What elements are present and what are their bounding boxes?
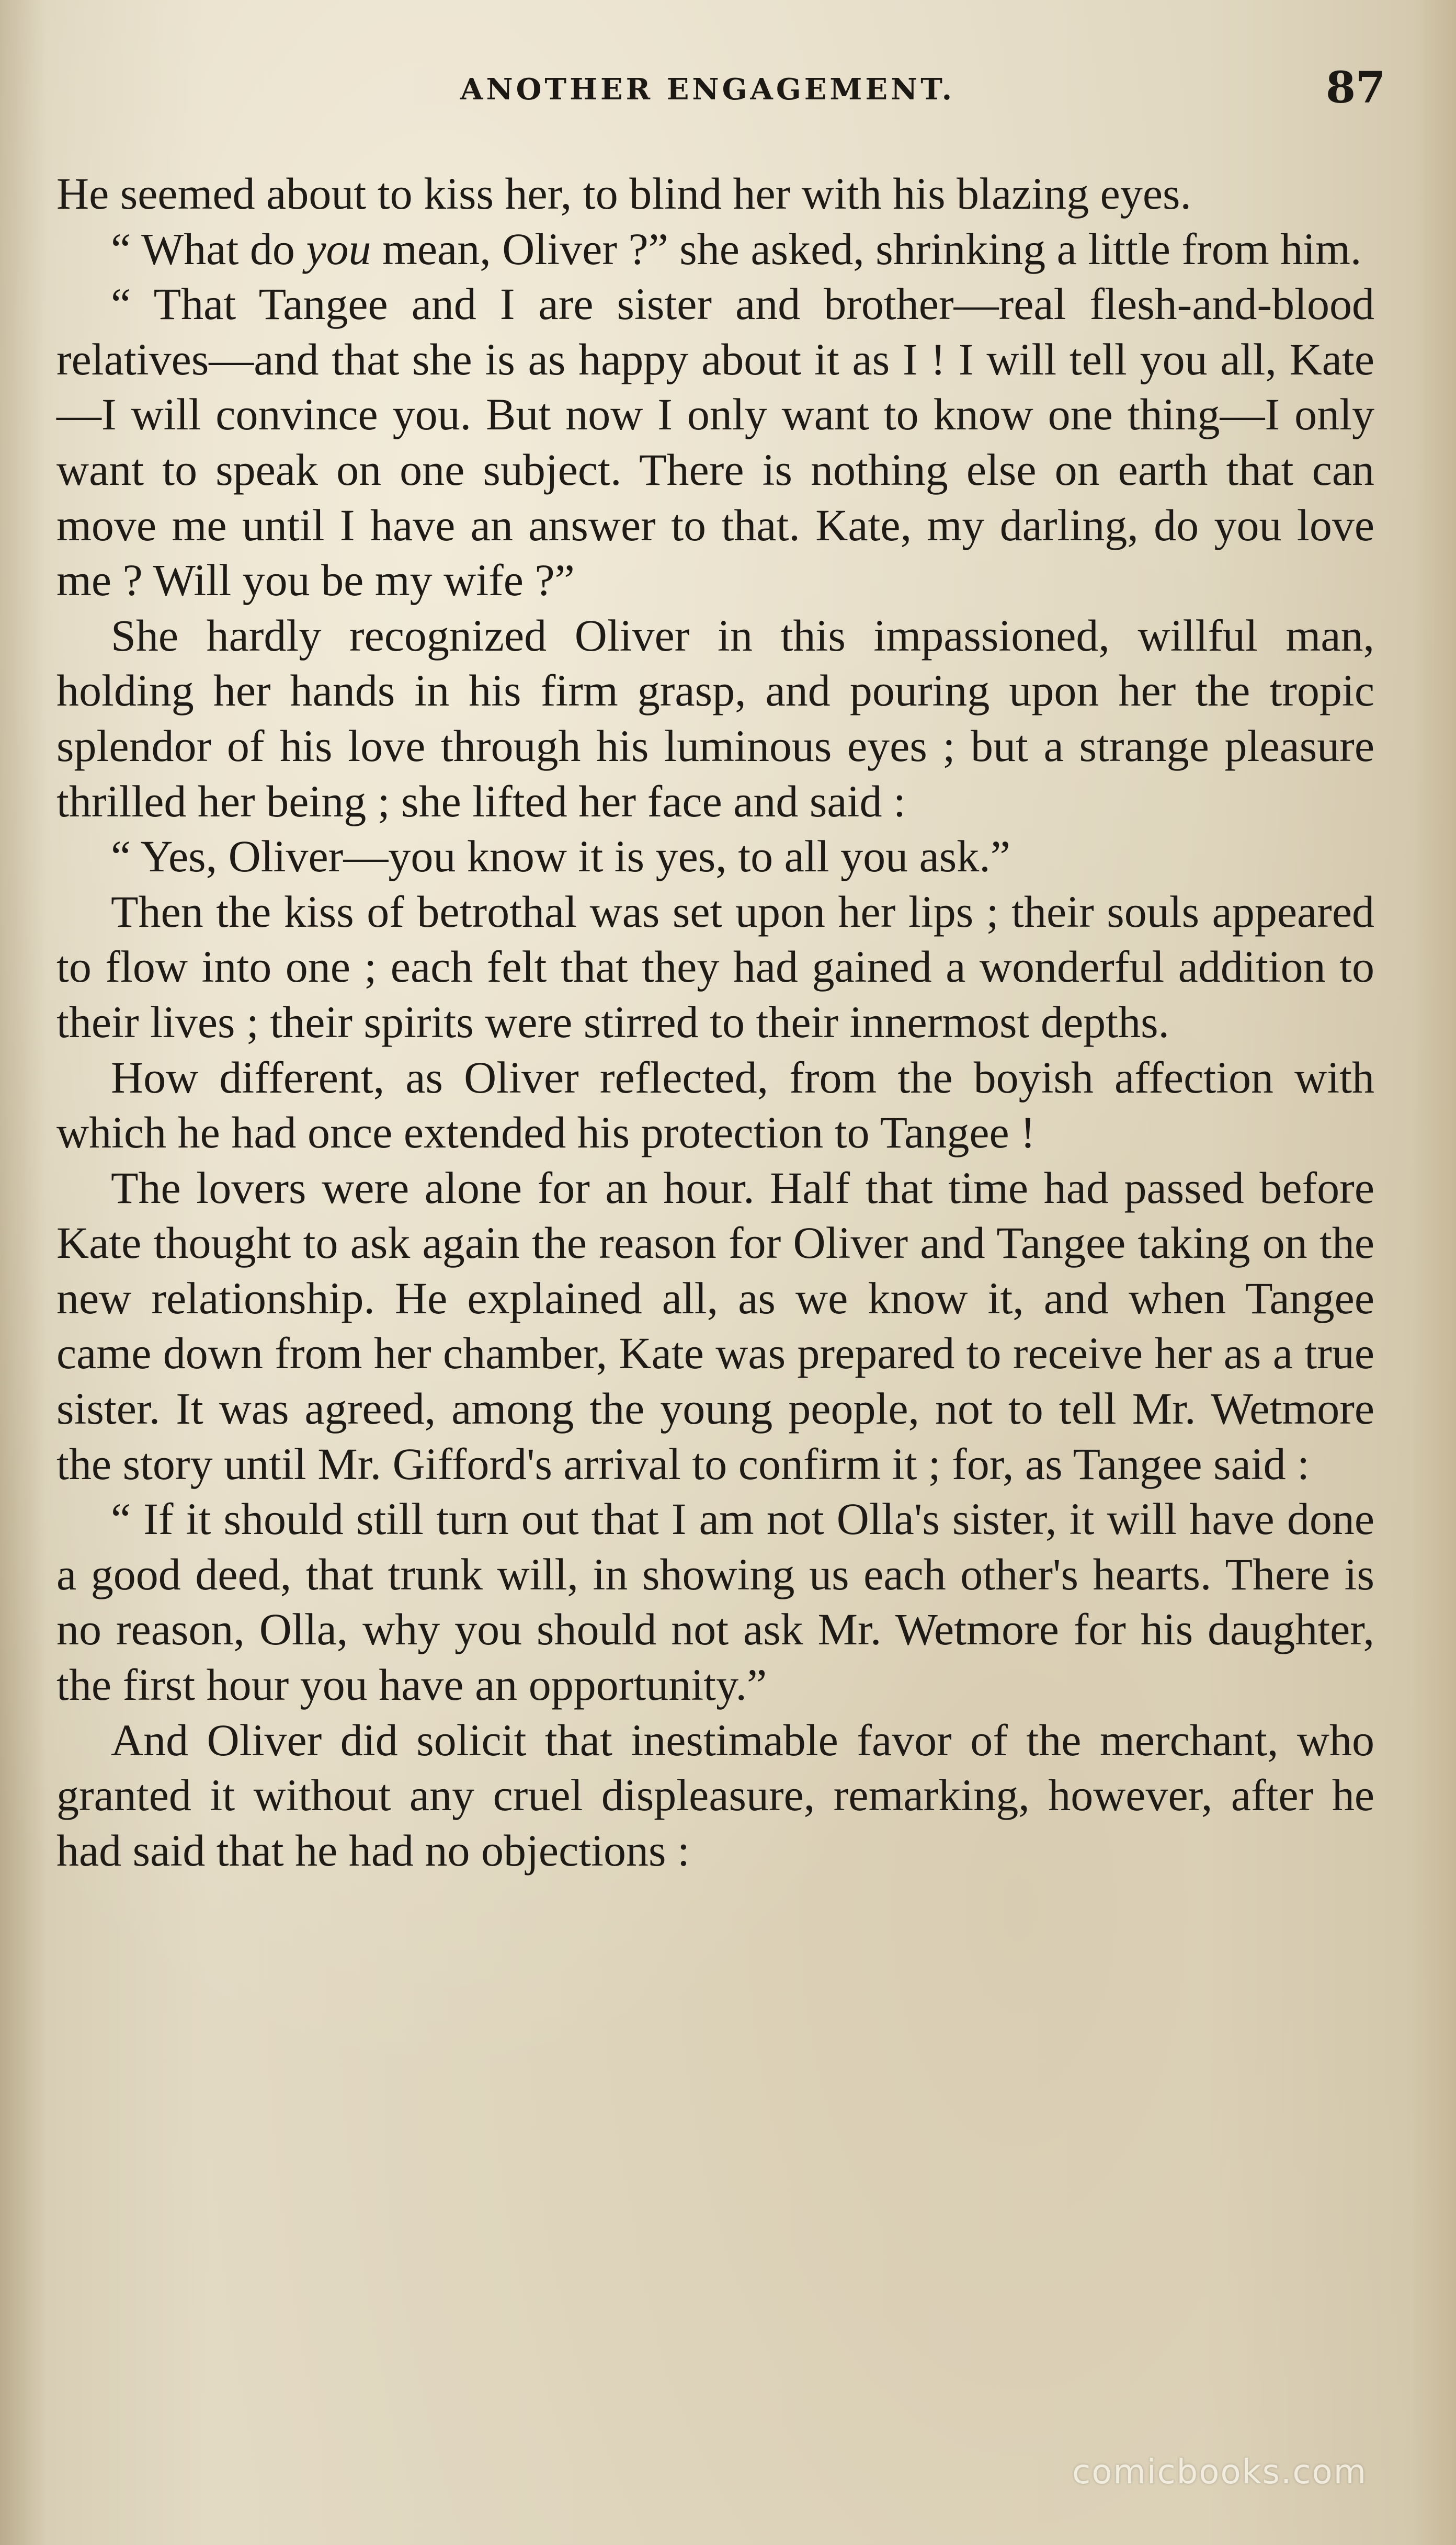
emphasis-you: you [306,223,371,274]
paragraph-6: Then the kiss of betrothal was set upon her lips ; their souls appeared to flow into one ; each felt that they had gained a wonderful addition to their lives ; their spirits were stirred to their innermost depths. [56,886,1374,1047]
paragraph-3: “ That Tangee and I are sister and brother—real flesh-and-blood relatives—and that she is as happy about it as I ! I will tell you all, Kate—I will convince you. But now I only want to know one thing—I only want to speak on one subject. There is nothing else on earth that can move me until I have an answer to that. Kate, my darling, do you love me ? Will you be my wife ?” [56,279,1374,606]
paragraph-2 [56,222,1374,277]
paragraph-10: And Oliver did solicit that inestimable favor of the merchant, who granted it without any cruel displeasure, remarking, however, after he had said that he had no objections : [56,1714,1374,1876]
running-header [0,63,1456,126]
body-text [56,166,1374,1878]
paragraph-4: She hardly recognized Oliver in this impassioned, willful man, holding her hands in his firm grasp, and pouring upon her the tropic splendor of his love through his luminous eyes ; but a strange pleasure thrilled her being ; she lifted her face and said : [56,610,1374,826]
paragraph-2-end: mean, Oliver ?” she asked, shrinking a little from him. [371,223,1362,274]
paragraph-7: How different, as Oliver reflected, from the boyish affection with which he had once extended his protection to Tangee ! [56,1052,1374,1158]
paragraph-5: “ Yes, Oliver—you know it is yes, to all you ask.” [111,831,1010,882]
paragraph-9: “ If it should still turn out that I am not Olla's sister, it will have done a good deed, that trunk will, in showing us each other's hearts. There is no reason, Olla, why you should not ask Mr. Wetmore for his daughter, the first hour you have an opportunity.” [56,1494,1374,1710]
paragraph-2-start: “ What do [111,223,306,274]
chapter-running-title: ANOTHER ENGAGEMENT. [460,72,956,107]
paragraph-1: He seemed about to kiss her, to blind her with his blazing eyes. [56,168,1191,219]
source-watermark: comicbooks.com [1072,2453,1368,2492]
page-number: 87 [1326,63,1386,113]
paragraph-8: The lovers were alone for an hour. Half that time had passed before Kate thought to ask again the reason for Oliver and Tangee taking on the new relationship. He explained all, as we know it, and when Tangee came down from her chamber, Kate was prepared to receive her as a true sister. It was agreed, among the young people, not to tell Mr. Wetmore the story until Mr. Gifford's arrival to confirm it ; for, as Tangee said : [56,1162,1374,1489]
